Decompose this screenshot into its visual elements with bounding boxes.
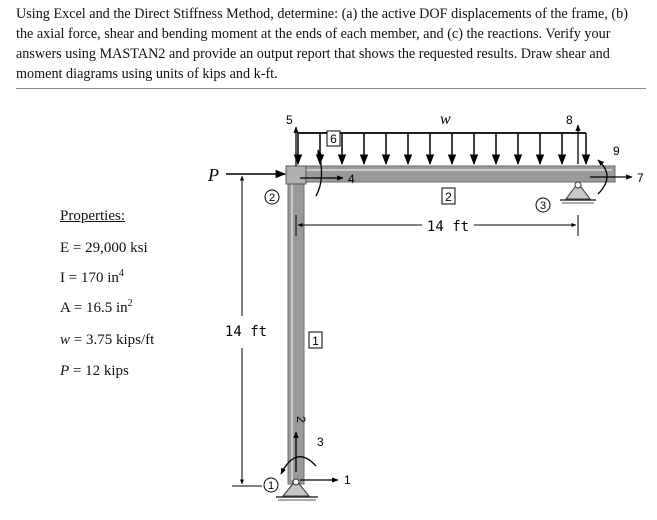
property-w-symbol: w [60,332,71,348]
property-A-text: A = 16.5 in [60,300,128,316]
horizontal-dimension-label: 14 ft [426,219,470,235]
node-2-joint [286,166,306,184]
dof-5-label: 5 [286,113,293,127]
dof-2-label: 2 [294,416,308,423]
dof-6-label: 6 [330,132,337,146]
beam-member [288,166,615,182]
property-I-exponent: 4 [118,268,124,279]
dof-9-label: 9 [613,144,620,158]
member-2-label: 2 [445,190,452,204]
node-2-label: 2 [268,192,276,204]
node-1-label: 1 [267,480,275,492]
dof-3-label: 3 [317,435,324,449]
pin-support-node-1 [276,479,318,500]
pin-support-node-3 [560,182,596,203]
vertical-dimension-label: 14 ft [224,324,268,340]
properties-heading: Properties: [60,208,125,224]
property-A-exponent: 2 [127,298,133,309]
property-P-symbol: P [60,363,70,379]
load-w-label: w [440,111,451,128]
property-P-value: = 12 kips [69,363,129,379]
dof-7-label: 7 [637,171,644,185]
property-w-value: = 3.75 kips/ft [70,332,155,348]
dof-4-label: 4 [348,172,355,186]
member-1-label: 1 [312,334,319,348]
load-P-label: P [208,165,219,185]
distributed-load-arrows [298,133,586,164]
property-E-text: E = 29,000 ksi [60,240,148,256]
property-I-text: I = 170 in [60,270,119,286]
problem-statement: Using Excel and the Direct Stiffness Method, determine: (a) the active DOF displacements of the frame, (b) the axial force, shear and bending moment at the ends of each member, and (c) the reactions. Verify your answers using MASTAN2 and provide an output report that shows the requested results. Draw shear and moment diagrams using units of kips and k-ft. [16,4,646,89]
node-3-label: 3 [539,200,547,212]
dof-8-label: 8 [566,113,573,127]
dof-1-label: 1 [344,473,351,487]
